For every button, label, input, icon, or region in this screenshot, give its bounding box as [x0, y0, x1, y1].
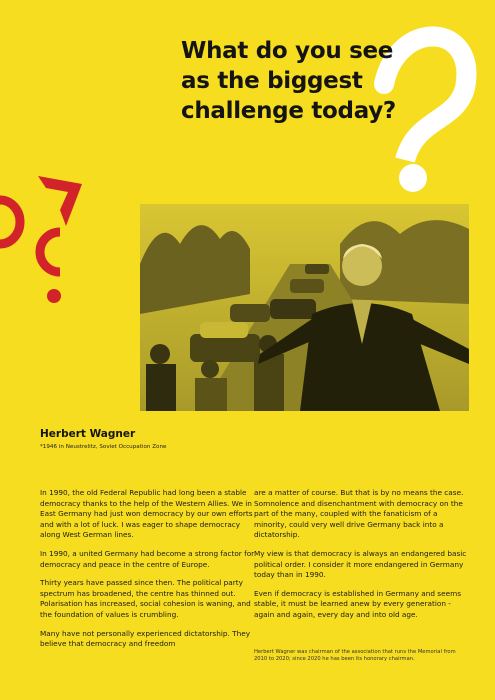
- paragraph: Many have not personally experienced dictatorship. They believe that democracy and freedom: [40, 628, 251, 649]
- headline-line-1: What do you see: [181, 38, 394, 64]
- headline: [181, 36, 431, 126]
- headline-line-2: as the biggest: [181, 68, 363, 94]
- person-name: Herbert Wagner: [40, 428, 136, 440]
- text-column-right: [254, 488, 469, 671]
- paragraph: Even if democracy is established in Germany and seems stable, it must be learned anew by every generation - again and again, every day and into old age.: [254, 588, 461, 619]
- paragraph: My view is that democracy is always an endangered basic political order. I consider it more endangered in Germany today than in 1990.: [254, 548, 467, 580]
- headline-line-3: challenge today?: [181, 98, 396, 124]
- paragraph: Thirty years have passed since then. The political party spectrum has broadened, the centre has thinned out. Polarisation has increased, social cohesion is waning, and the foundation of values is crumbling.: [40, 578, 251, 619]
- portrait-photo: [140, 204, 469, 411]
- paragraph: are a matter of course. But that is by no means the case. Somnolence and disenchantment with democracy on the part of the many, coupled with the fanaticism of a minority, could very well drive Germany back into a dictatorship.: [254, 488, 464, 540]
- paragraph: In 1990, a united Germany had become a strong factor for democracy and peace in the centre of Europe.: [40, 548, 255, 569]
- person-birth: *1946 in Neustrelitz, Soviet Occupation Zone: [40, 444, 167, 450]
- paragraph: In 1990, the old Federal Republic had long been a stable democracy thanks to the help of the Western Allies. We in East Germany had just won democracy by our own efforts and with a lot of luck. I was eager to shape democracy along West German lines.: [40, 488, 253, 540]
- text-column-left: [40, 488, 255, 658]
- footnote: Herbert Wagner was chairman of the association that runs the Memorial from 2010 to 2020; since 2020 he has been its honorary chairman.: [254, 648, 456, 662]
